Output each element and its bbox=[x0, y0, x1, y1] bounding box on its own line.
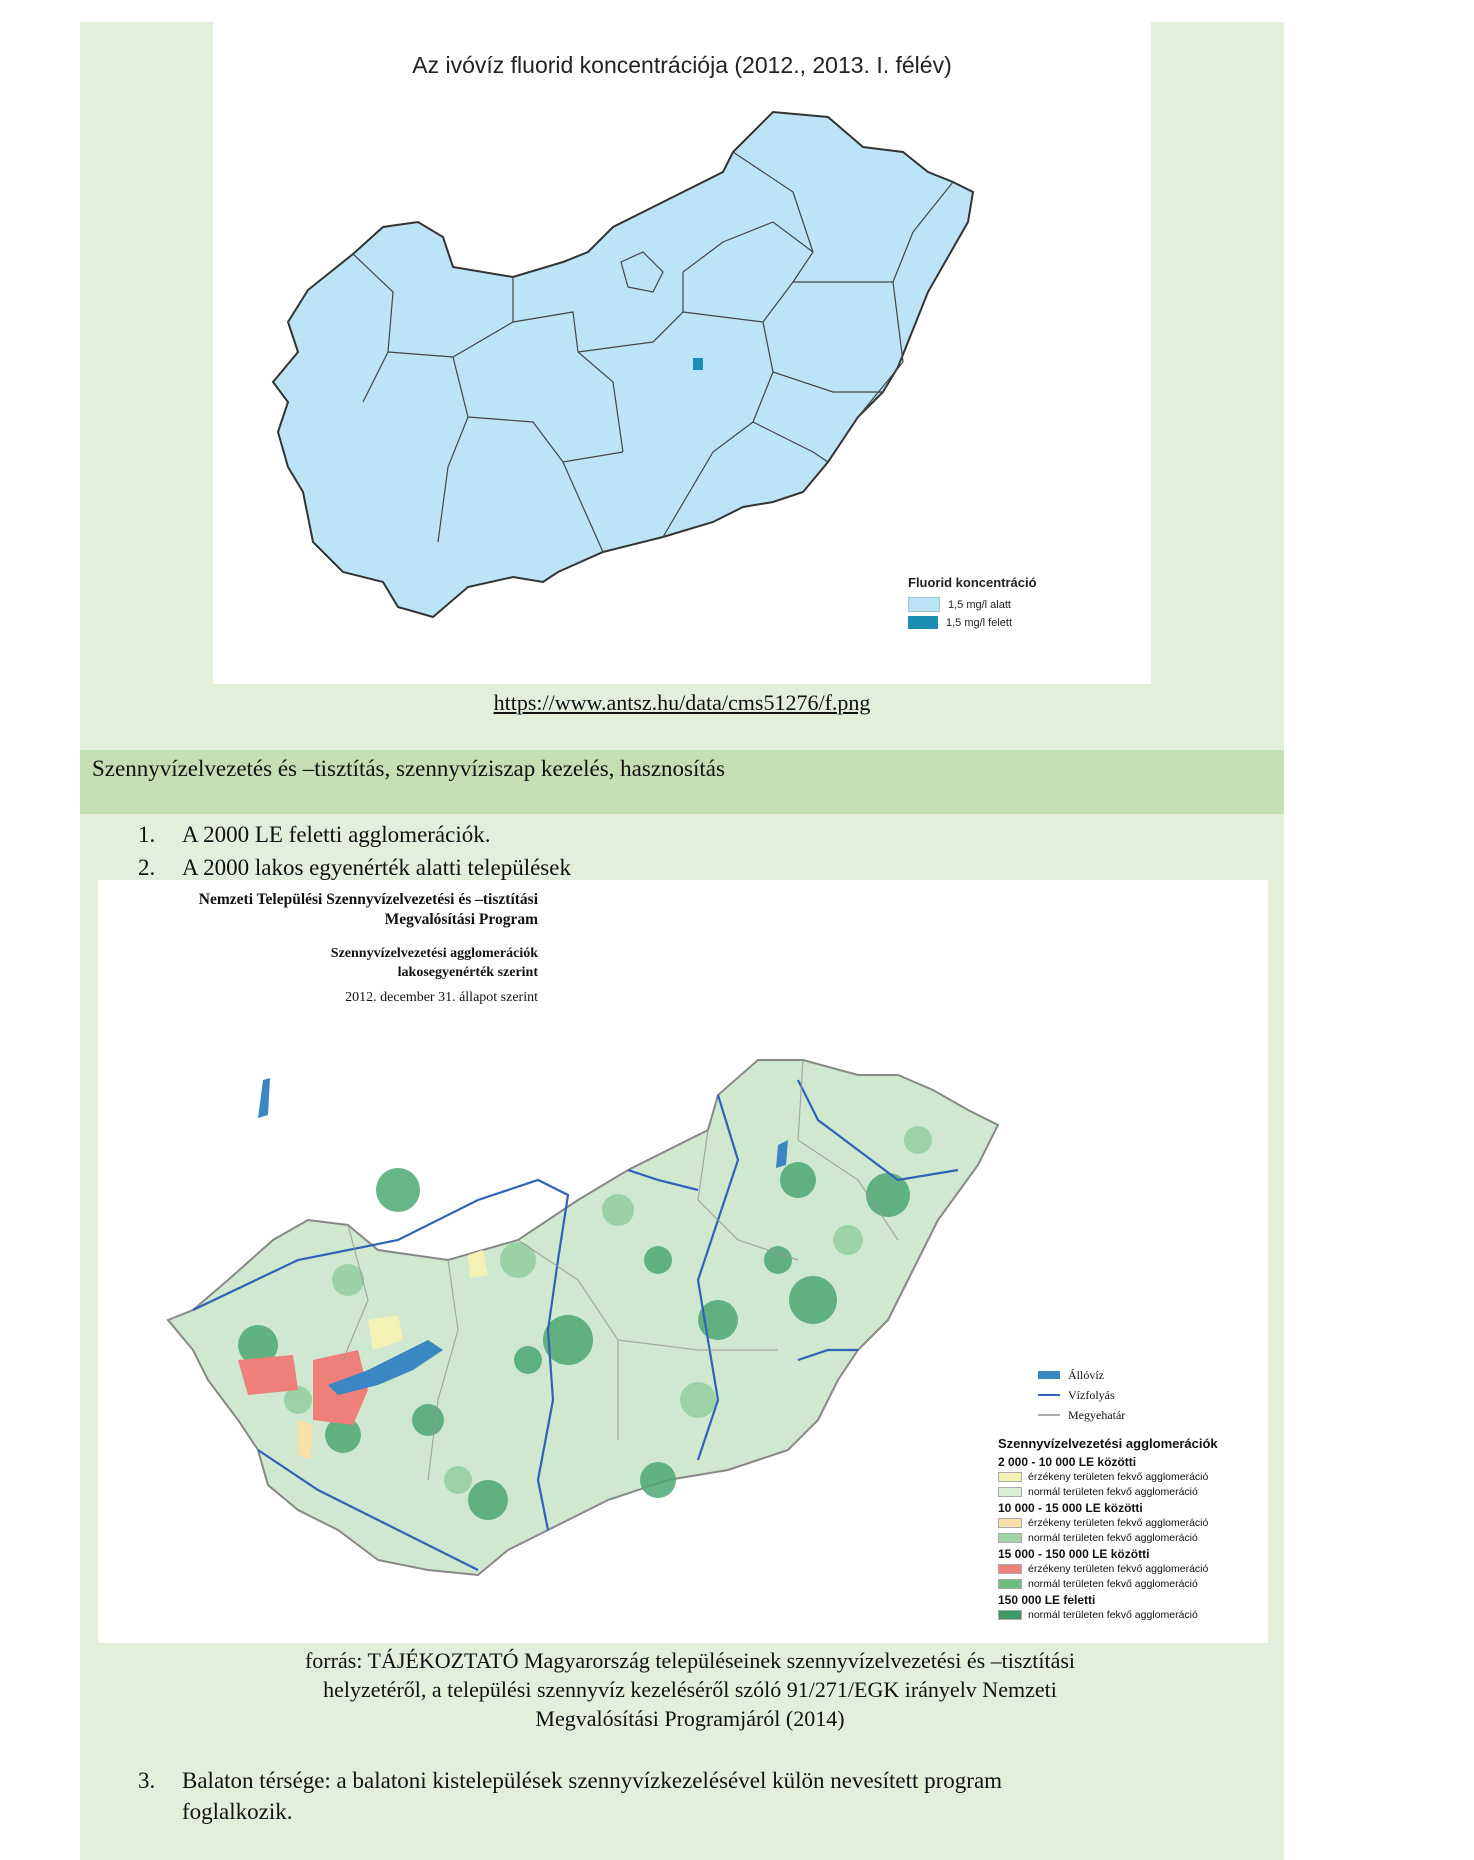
legend-swatch bbox=[998, 1579, 1022, 1589]
subtitle-line: Szennyvízelvezetési agglomerációk bbox=[330, 946, 538, 961]
numbered-list bbox=[138, 818, 571, 884]
legend-item-above bbox=[908, 616, 1037, 629]
citation-line: forrás: TÁJÉKOZTATÓ Magyarország településeinek szennyvízelvezetési és –tisztítási bbox=[304, 1648, 1076, 1673]
section-heading: Szennyvízelvezetés és –tisztítás, szennyvíziszap kezelés, hasznosítás bbox=[92, 756, 725, 781]
subtitle-line: lakosegyenérték szerint bbox=[397, 965, 538, 980]
list-item-balaton bbox=[138, 1765, 1218, 1827]
legend-item bbox=[998, 1607, 1218, 1622]
title-line: Nemzeti Települési Szennyvízelvezetési és –tisztítási bbox=[198, 891, 538, 908]
county-border-swatch bbox=[1038, 1414, 1060, 1416]
legend-item bbox=[998, 1484, 1218, 1499]
legend-group-heading: 2 000 - 10 000 LE közötti bbox=[998, 1455, 1137, 1469]
legend-item-county bbox=[1038, 1405, 1125, 1425]
list-text: Balaton térsége: a balatoni kistelepülések szennyvízkezelésével külön nevesített program bbox=[182, 1768, 1003, 1793]
legend-item bbox=[998, 1561, 1218, 1576]
title-line: Megvalósítási Program bbox=[384, 911, 538, 928]
legend-label: normál területen fekvő agglomeráció bbox=[1028, 1608, 1198, 1621]
legend-group-heading: 15 000 - 150 000 LE közötti bbox=[998, 1547, 1150, 1561]
list-text-continued: foglalkozik. bbox=[182, 1799, 293, 1824]
lake-swatch bbox=[1038, 1371, 1060, 1379]
legend-item bbox=[998, 1576, 1218, 1591]
legend-label: érzékeny területen fekvő agglomeráció bbox=[1028, 1470, 1209, 1483]
legend-label: érzékeny területen fekvő agglomeráció bbox=[1028, 1562, 1209, 1575]
legend-group-heading: 150 000 LE feletti bbox=[998, 1593, 1096, 1607]
list-text: A 2000 LE feletti agglomerációk. bbox=[182, 822, 491, 847]
legend-label: normál területen fekvő agglomeráció bbox=[1028, 1485, 1198, 1498]
fluoride-map-title: Az ivóvíz fluorid koncentrációja (2012., 2013. I. félév) bbox=[412, 52, 952, 78]
legend-item-river bbox=[1038, 1385, 1125, 1405]
map-date: 2012. december 31. állapot szerint bbox=[345, 990, 538, 1005]
legend-swatch bbox=[998, 1610, 1022, 1620]
agglomeration-legend bbox=[998, 1436, 1218, 1622]
legend-item bbox=[998, 1515, 1218, 1530]
line-legend bbox=[1038, 1365, 1125, 1425]
legend-label: Vízfolyás bbox=[1068, 1387, 1115, 1402]
legend-label: normál területen fekvő agglomeráció bbox=[1028, 1577, 1198, 1590]
legend-label: Állóvíz bbox=[1068, 1367, 1104, 1382]
swatch-dark-blue bbox=[908, 616, 938, 629]
legend-swatch bbox=[998, 1564, 1022, 1574]
legend-group-heading: 10 000 - 15 000 LE közötti bbox=[998, 1501, 1143, 1515]
source-citation bbox=[200, 1646, 1180, 1733]
citation-line: Megvalósítási Programjáról (2014) bbox=[535, 1706, 845, 1731]
list-number: 1. bbox=[138, 822, 156, 847]
legend-label: 1,5 mg/l alatt bbox=[948, 598, 1011, 611]
legend-label: 1,5 mg/l felett bbox=[946, 616, 1013, 629]
citation-line: helyzetéről, a települési szennyvíz kezeléséről szóló 91/271/EGK irányelv Nemzeti bbox=[323, 1677, 1057, 1702]
fluoride-legend bbox=[908, 575, 1037, 633]
legend-item bbox=[998, 1469, 1218, 1484]
swatch-light-blue bbox=[908, 597, 940, 612]
fluoride-map-figure bbox=[213, 22, 1151, 684]
legend-item bbox=[998, 1530, 1218, 1545]
list-item bbox=[138, 818, 571, 851]
river-swatch bbox=[1038, 1394, 1060, 1396]
legend-swatch bbox=[998, 1487, 1022, 1497]
legend-title: Fluorid koncentráció bbox=[908, 575, 1037, 590]
legend-item-lake bbox=[1038, 1365, 1125, 1385]
list-number: 2. bbox=[138, 855, 156, 880]
list-text: A 2000 lakos egyenérték alatti települések bbox=[182, 855, 571, 880]
legend-swatch bbox=[998, 1533, 1022, 1543]
legend-label: Megyehatár bbox=[1068, 1407, 1126, 1422]
source-link[interactable]: https://www.antsz.hu/data/cms51276/f.png bbox=[493, 690, 871, 715]
legend-item-below bbox=[908, 597, 1037, 612]
legend-swatch bbox=[998, 1472, 1022, 1482]
legend-label: normál területen fekvő agglomeráció bbox=[1028, 1531, 1198, 1544]
list-number: 3. bbox=[138, 1768, 156, 1793]
legend-title: Szennyvízelvezetési agglomerációk bbox=[998, 1436, 1218, 1451]
wastewater-map-figure bbox=[98, 880, 1268, 1643]
legend-label: érzékeny területen fekvő agglomeráció bbox=[1028, 1516, 1209, 1529]
section-heading-bar bbox=[80, 750, 1284, 814]
legend-swatch bbox=[998, 1518, 1022, 1528]
